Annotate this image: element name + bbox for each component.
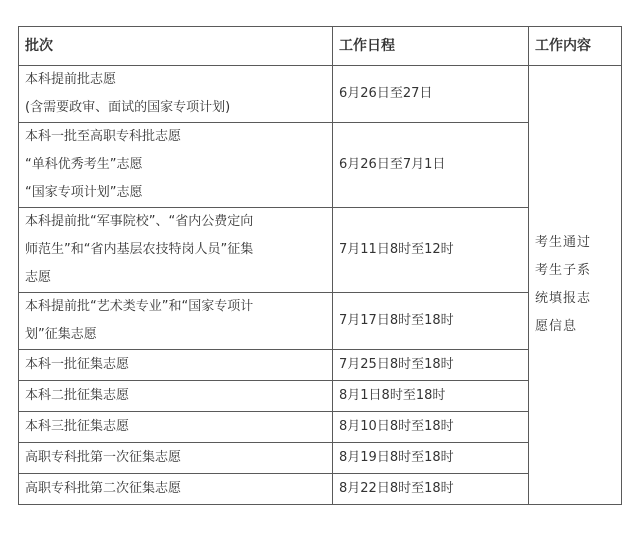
batch-cell: 高职专科批第二次征集志愿 — [19, 474, 333, 505]
schedule-cell: 7月25日8时至18时 — [333, 350, 529, 381]
content-line: 愿信息 — [535, 319, 578, 334]
batch-line: (含需要政审、面试的国家专项计划) — [25, 100, 231, 115]
batch-cell — [19, 66, 333, 123]
schedule-cell: 7月17日8时至18时 — [333, 293, 529, 350]
batch-line: 本科提前批“军事院校”、“省内公费定向 — [25, 214, 254, 229]
batch-cell: 本科一批征集志愿 — [19, 350, 333, 381]
batch-cell: 高职专科批第一次征集志愿 — [19, 443, 333, 474]
batch-line: 本科一批至高职专科批志愿 — [25, 129, 182, 144]
batch-line: 志愿 — [25, 270, 52, 285]
schedule-cell: 7月11日8时至12时 — [333, 208, 529, 293]
schedule-cell: 6月26日至27日 — [333, 66, 529, 123]
header-row — [19, 27, 622, 66]
batch-line: 师范生”和“省内基层农技特岗人员”征集 — [25, 242, 254, 257]
batch-cell — [19, 293, 333, 350]
content-line: 统填报志 — [535, 291, 592, 306]
batch-line: “国家专项计划”志愿 — [25, 185, 143, 200]
content-line: 考生通过 — [535, 235, 592, 250]
batch-cell: 本科二批征集志愿 — [19, 381, 333, 412]
content-cell — [529, 66, 622, 505]
header-content: 工作内容 — [529, 27, 622, 66]
admission-schedule-table — [18, 26, 622, 505]
batch-line: “单科优秀考生”志愿 — [25, 157, 143, 172]
table-row — [19, 66, 622, 123]
header-schedule: 工作日程 — [333, 27, 529, 66]
batch-line: 划”征集志愿 — [25, 327, 97, 342]
batch-cell — [19, 123, 333, 208]
schedule-cell: 6月26日至7月1日 — [333, 123, 529, 208]
batch-cell — [19, 208, 333, 293]
batch-line: 本科提前批“艺术类专业”和“国家专项计 — [25, 299, 254, 314]
batch-line: 本科提前批志愿 — [25, 72, 117, 87]
schedule-cell: 8月19日8时至18时 — [333, 443, 529, 474]
content-line: 考生子系 — [535, 263, 592, 278]
schedule-cell: 8月1日8时至18时 — [333, 381, 529, 412]
batch-cell: 本科三批征集志愿 — [19, 412, 333, 443]
schedule-cell: 8月22日8时至18时 — [333, 474, 529, 505]
schedule-cell: 8月10日8时至18时 — [333, 412, 529, 443]
header-batch: 批次 — [19, 27, 333, 66]
